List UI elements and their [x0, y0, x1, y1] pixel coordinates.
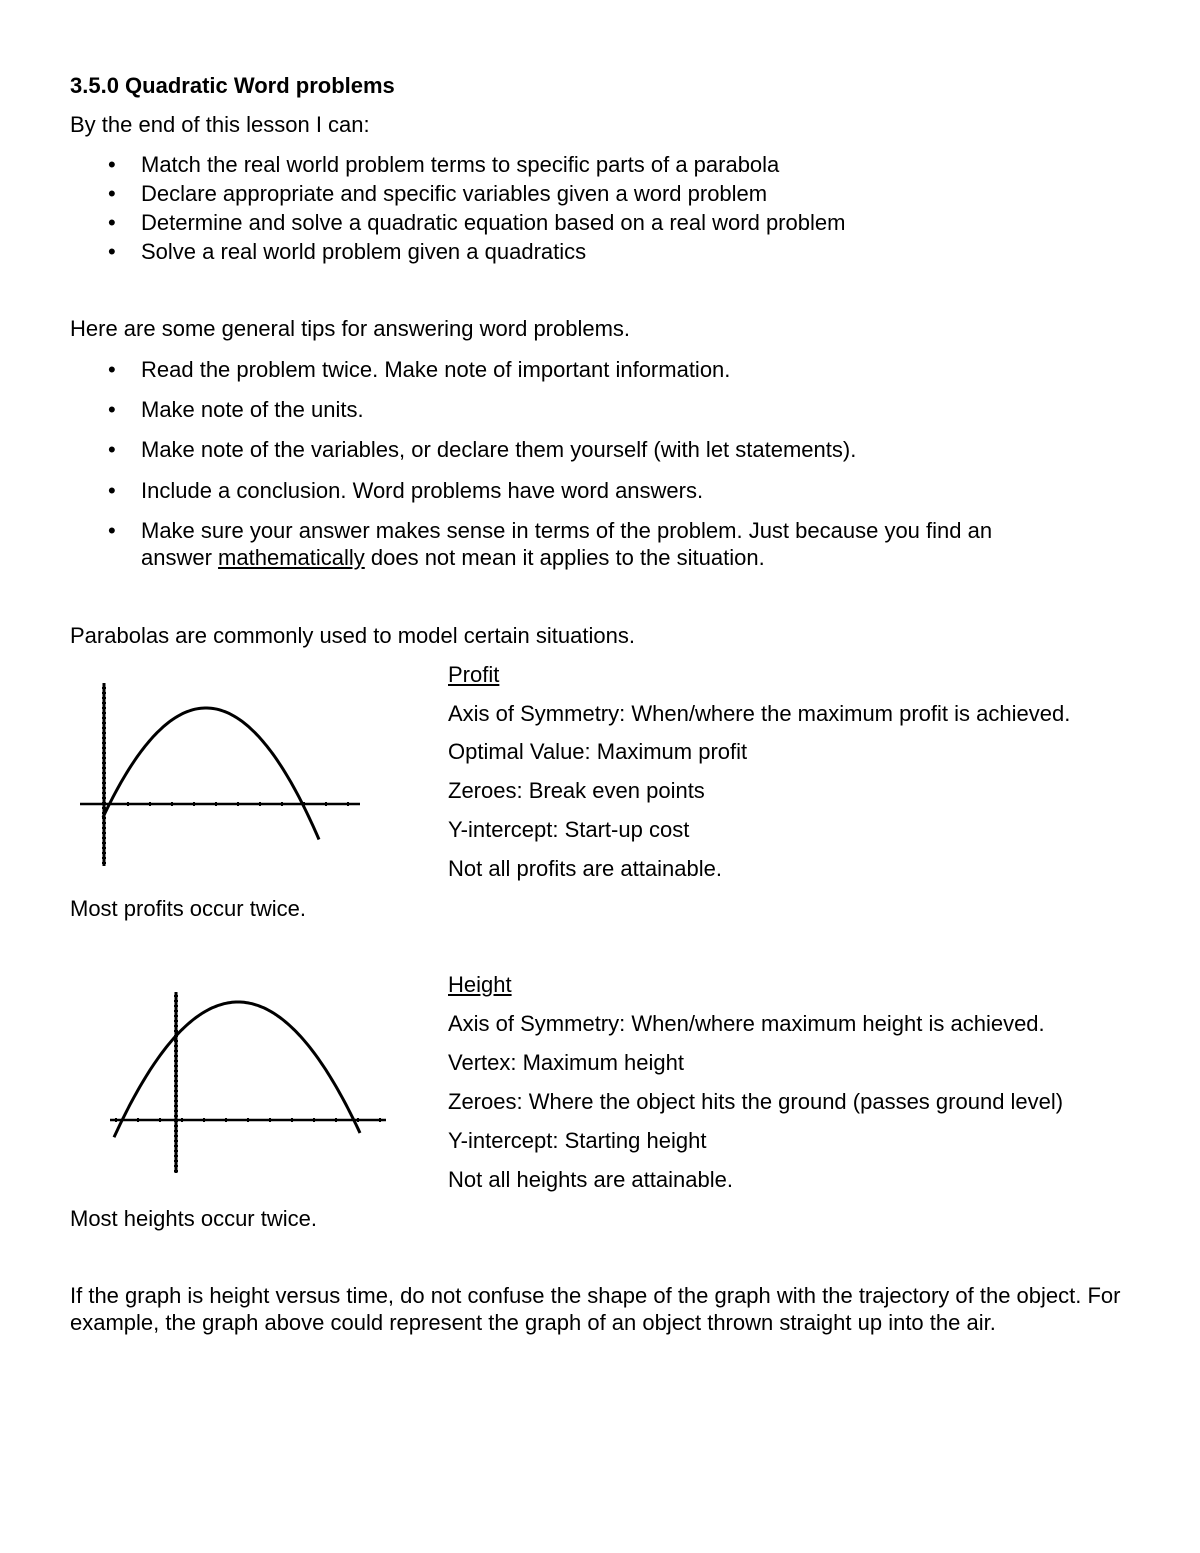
- list-item: • Make note of the variables, or declare them yourself (with let statements).: [108, 437, 857, 462]
- tips-list: [70, 356, 1150, 571]
- list-item: • Match the real world problem terms to specific parts of a parabola: [108, 152, 780, 177]
- intro-text: By the end of this lesson I can:: [70, 112, 370, 137]
- height-parabola-graph: [108, 990, 393, 1180]
- list-item: • Read the problem twice. Make note of important information.: [108, 357, 731, 382]
- list-item: • Declare appropriate and specific variables given a word problem: [108, 181, 768, 206]
- profit-heading: Profit: [448, 662, 500, 687]
- height-line: Y-intercept: Starting height: [448, 1128, 707, 1153]
- height-line: Vertex: Maximum height: [448, 1050, 684, 1075]
- height-line: Zeroes: Where the object hits the ground (passes ground level): [448, 1089, 1064, 1114]
- bullet-icon: •: [108, 181, 116, 206]
- height-line: Not all heights are attainable.: [448, 1167, 733, 1192]
- emphasis-underline: mathematically: [218, 545, 365, 570]
- bullet-icon: •: [108, 437, 116, 462]
- page-title: 3.5.0 Quadratic Word problems: [70, 73, 395, 98]
- tips-intro: Here are some general tips for answering word problems.: [70, 316, 631, 341]
- list-item: • Solve a real world problem given a quadratics: [108, 239, 587, 264]
- profit-line: Optimal Value: Maximum profit: [448, 739, 748, 764]
- bullet-icon: •: [108, 518, 116, 543]
- bullet-icon: •: [108, 152, 116, 177]
- height-heading: Height: [448, 972, 512, 997]
- list-item: • Make sure your answer makes sense in terms of the problem. Just because you find an answer mathematically does not mean it applies to the situation.: [108, 518, 993, 570]
- profit-line: Y-intercept: Start-up cost: [448, 817, 690, 842]
- list-item: • Determine and solve a quadratic equation based on a real word problem: [108, 210, 846, 235]
- bullet-icon: •: [108, 397, 116, 422]
- objectives-list: [70, 151, 1150, 267]
- closing-paragraph: If the graph is height versus time, do not confuse the shape of the graph with the trajectory of the object. For example, the graph above could represent the graph of an object thrown straight up into the air.: [70, 1283, 1121, 1335]
- bullet-icon: •: [108, 210, 116, 235]
- parabola-curve: [114, 1002, 360, 1137]
- height-line: Axis of Symmetry: When/where maximum height is achieved.: [448, 1011, 1045, 1036]
- profit-line: Zeroes: Break even points: [448, 778, 705, 803]
- profit-parabola-graph: [78, 680, 368, 875]
- bullet-icon: •: [108, 239, 116, 264]
- profit-caption: Most profits occur twice.: [70, 896, 306, 921]
- height-graph-svg: [108, 990, 393, 1180]
- profit-graph-svg: [78, 680, 368, 875]
- parabola-curve: [103, 708, 319, 840]
- profit-line: Axis of Symmetry: When/where the maximum profit is achieved.: [448, 701, 1071, 726]
- profit-line: Not all profits are attainable.: [448, 856, 722, 881]
- bullet-icon: •: [108, 357, 116, 382]
- parabolas-intro: Parabolas are commonly used to model certain situations.: [70, 623, 635, 648]
- list-item: • Make note of the units.: [108, 397, 364, 422]
- list-item: • Include a conclusion. Word problems have word answers.: [108, 478, 704, 503]
- bullet-icon: •: [108, 478, 116, 503]
- height-caption: Most heights occur twice.: [70, 1206, 317, 1231]
